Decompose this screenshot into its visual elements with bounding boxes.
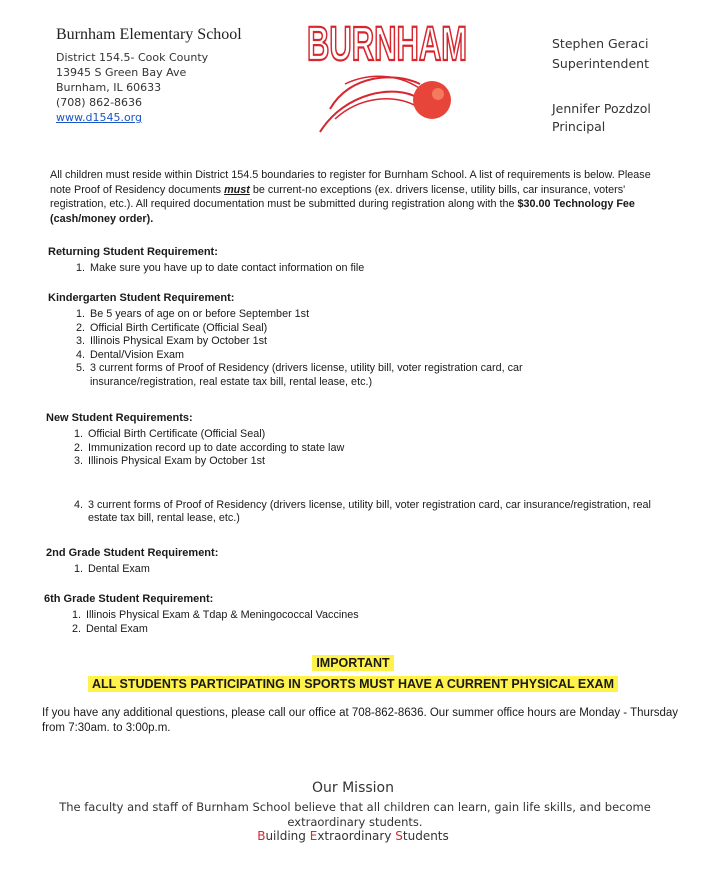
superintendent-name: Stephen Geraci [552,36,649,51]
address-city: Burnham, IL 60633 [56,81,162,94]
address-district: District 154.5- Cook County [56,51,209,64]
motto-rest-2: xtraordinary [317,829,392,843]
section-2nd-grade [46,547,676,577]
intro-text-1: All children must reside within District 154.5 boundaries to register for Burnham School. A list of requirements is below. Please note Proof of Residency documents [50,169,651,196]
contact-paragraph: If you have any additional questions, please call our office at 708-862-8636. Our summer office hours are Monday - Thursday from 7:30am. to 3:00p.m. [42,707,679,734]
school-name: Burnham Elementary School [56,26,242,43]
school-website-link[interactable]: www.d1545.org [56,111,142,124]
motto-cap-b: B [257,829,266,843]
mission-title: Our Mission [312,780,394,796]
principal-name: Jennifer Pozdzol [552,101,651,116]
logo-wordmark: BURNHAM [307,18,467,71]
section-title: New Student Requirements: [46,412,193,424]
principal-title: Principal [552,119,606,134]
list-item: 1. Illinois Physical Exam & Tdap & Meningococcal Vaccines [84,609,674,623]
address-street: 13945 S Green Bay Ave [56,66,187,79]
section-new-student [46,412,676,526]
list-item: 4. Dental/Vision Exam [88,349,608,363]
list-item: 3. Illinois Physical Exam by October 1st [86,455,676,469]
section-title: Kindergarten Student Requirement: [48,292,235,304]
important-label-text: IMPORTANT [312,655,393,671]
section-title: 2nd Grade Student Requirement: [46,547,219,559]
address-phone: (708) 862-8636 [56,96,143,109]
section-title: 6th Grade Student Requirement: [44,593,214,605]
intro-must: must [224,183,250,196]
important-notice-text: ALL STUDENTS PARTICIPATING IN SPORTS MUST HAVE A CURRENT PHYSICAL EXAM [88,676,618,692]
list-item: 3. Illinois Physical Exam by October 1st [88,335,608,349]
list-item: 2. Official Birth Certificate (Official Seal) [88,322,608,336]
list-item: 5. 3 current forms of Proof of Residency (drivers license, utility bill, voter registration card, car insurance/registration, real estate tax bill, rental lease, etc.) [88,362,608,389]
section-6th-grade [44,593,674,636]
list-item: 1. Dental Exam [86,563,676,577]
list-item: 4. 3 current forms of Proof of Residency (drivers license, utility bill, voter registration card, car insurance/registration, real estate tax bill, rental lease, etc.) [86,499,676,526]
mission-text: The faculty and staff of Burnham School believe that all children can learn, gain life skills, and become extraordinary students. [59,800,651,829]
list-item: 2. Dental Exam [84,623,674,637]
important-notice [0,677,706,691]
motto-rest-1: uilding [265,829,306,843]
burnham-logo [300,14,475,138]
list-item: 1. Official Birth Certificate (Official Seal) [86,428,676,442]
section-kindergarten [48,292,678,389]
motto-rest-3: tudents [402,829,449,843]
motto-cap-s: S [395,829,403,843]
motto-cap-e: E [309,829,318,843]
section-title: Returning Student Requirement: [48,246,218,258]
intro-fee: $30.00 Technology Fee (cash/money order). [50,198,635,225]
list-item: 1. Make sure you have up to date contact information on file [88,262,678,276]
fireball-icon [320,76,451,132]
important-label [0,656,706,670]
motto [0,829,706,843]
intro-text-2: be current-no exceptions (ex. drivers license, utility bills, car insurance, voters' registration, etc.). All required documentation must be submitted during registration along with the [50,183,626,210]
section-returning [48,246,678,276]
intro-paragraph [50,168,670,226]
list-item: 1. Be 5 years of age on or before September 1st [88,308,608,322]
list-item: 2. Immunization record up to date according to state law [86,442,676,456]
superintendent-title: Superintendent [552,56,649,71]
